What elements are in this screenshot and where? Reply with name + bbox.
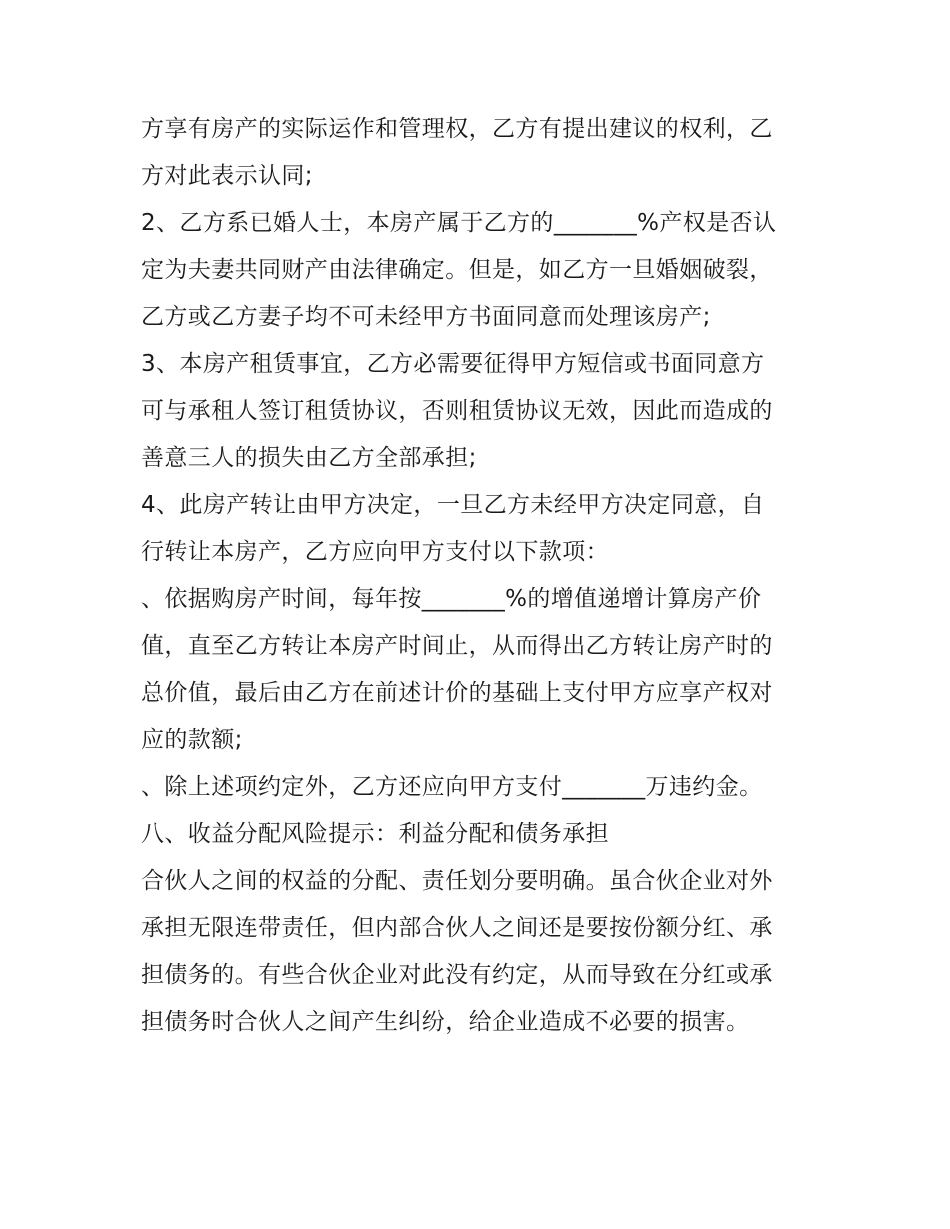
text-line: 合伙人之间的权益的分配、责任划分要明确。虽合伙企业对外	[141, 868, 773, 894]
text-line: 值，直至乙方转让本房产时间止，从而得出乙方转让房产时的	[141, 633, 773, 659]
text-line: 担债务的。有些合伙企业对此没有约定，从而导致在分红或承	[141, 962, 773, 988]
text-line: 总价值，最后由乙方在前述计价的基础上支付甲方应享产权对	[141, 680, 773, 706]
text-line: 定为夫妻共同财产由法律确定。但是，如乙方一旦婚姻破裂，	[141, 257, 773, 283]
text-line: 、除上述项约定外，乙方还应向甲方支付_______万违约金。	[141, 774, 763, 800]
text-line: 善意三人的损失由乙方全部承担;	[141, 445, 477, 471]
text-line: 乙方或乙方妻子均不可未经甲方书面同意而处理该房产;	[141, 304, 711, 330]
text-line: 行转让本房产，乙方应向甲方支付以下款项：	[141, 539, 609, 565]
section-heading: 八、收益分配风险提示：利益分配和债务承担	[141, 821, 609, 847]
text-line: 担债务时合伙人之间产生纠纷，给企业造成不必要的损害。	[141, 1009, 750, 1035]
text-line: 、依据购房产时间，每年按_______%的增值递增计算房产价	[141, 586, 762, 612]
text-line: 4、此房产转让由甲方决定，一旦乙方未经甲方决定同意，自	[141, 492, 765, 518]
text-line: 3、本房产租赁事宜，乙方必需要征得甲方短信或书面同意方	[141, 351, 765, 377]
document-body	[141, 106, 821, 1046]
text-line: 可与承租人签订租赁协议，否则租赁协议无效，因此而造成的	[141, 398, 773, 424]
text-line: 2、乙方系已婚人士，本房产属于乙方的_______%产权是否认	[141, 210, 777, 236]
text-line: 应的款额;	[141, 727, 243, 753]
text-line: 方对此表示认同;	[141, 163, 313, 189]
text-line: 承担无限连带责任，但内部合伙人之间还是要按份额分红、承	[141, 915, 773, 941]
text-line: 方享有房产的实际运作和管理权，乙方有提出建议的权利，乙	[141, 116, 773, 142]
